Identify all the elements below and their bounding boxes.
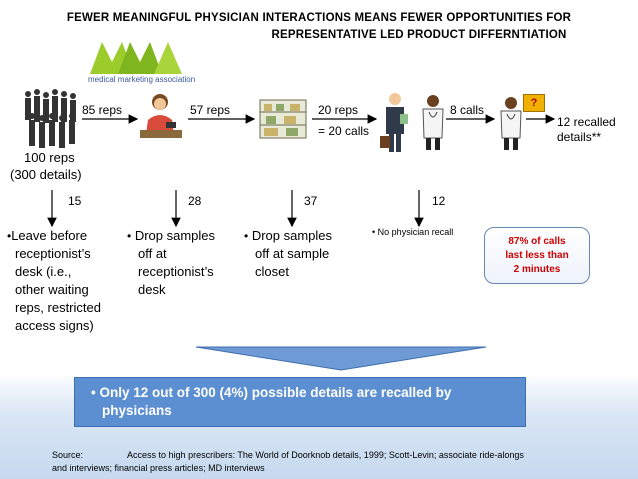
callout-line-3: 2 minutes [513, 264, 561, 275]
start-label: 100 reps [24, 150, 75, 165]
b2-line-3: receptionist’s [138, 264, 214, 279]
step-1-label: 85 reps [82, 103, 123, 117]
callout-line-2: last less than [505, 250, 569, 261]
b1-line-5: reps, restricted [15, 300, 101, 315]
drop-2-count: 28 [188, 194, 202, 208]
call-duration-callout [484, 227, 590, 284]
source-text: Access to high prescribers: The World of Doorknob details, 1999; Scott-Levin; associate ride-alongs [127, 450, 524, 460]
b1-line-2: receptionist’s [15, 246, 91, 261]
b2-line-2: off at [138, 246, 167, 261]
step-2-label: 57 reps [190, 103, 231, 117]
step-4-label: 8 calls [450, 103, 485, 117]
b3-line-3: closet [255, 264, 289, 279]
source-label: Source: [52, 450, 84, 460]
end-label-2: details** [557, 130, 602, 144]
drop-4-count: 12 [432, 194, 446, 208]
bullet-drop-closet: • Drop samples off at sample closet [244, 227, 364, 281]
summary-line-1: Only 12 out of 300 (4%) possible details are recalled by [99, 385, 452, 400]
b1-line-6: access signs) [15, 318, 94, 333]
step-3-sub-label: = 20 calls [318, 124, 370, 138]
summary-line-2: physicians [102, 403, 172, 418]
b4-text: No physician recall [377, 227, 454, 237]
bullet-drop-receptionist: • Drop samples off at receptionist’s desk [127, 227, 242, 299]
drop-3-count: 37 [304, 194, 318, 208]
b2-line-4: desk [138, 282, 166, 297]
drop-1-count: 15 [68, 194, 82, 208]
funnel-triangle [196, 347, 486, 370]
bullet-no-recall: • No physician recall [372, 227, 454, 237]
title-line-1: FEWER MEANINGFUL PHYSICIAN INTERACTIONS MEANS FEWER OPPORTUNITIES FOR [66, 12, 572, 24]
b1-line-3: desk (i.e., [15, 264, 72, 279]
start-sub-label: (300 details) [10, 167, 82, 182]
step-3-label: 20 reps [318, 103, 359, 117]
b1-line-4: other waiting [15, 282, 89, 297]
source-text-2: and interviews; financial press articles; MD interviews [52, 463, 265, 473]
title-line-2: REPRESENTATIVE LED PRODUCT DIFFERNTIATION [271, 29, 567, 41]
b3-line-2: off at sample [255, 246, 330, 261]
b2-line-1: Drop samples [134, 228, 216, 243]
logo-subtitle: medical marketing association [88, 75, 196, 84]
summary-box: • Only 12 out of 300 (4%) possible details are recalled by physicians [74, 377, 526, 427]
callout-line-1: 87% of calls [508, 236, 566, 247]
source-note [52, 449, 612, 475]
end-label-1: 12 recalled [557, 115, 616, 129]
b1-line-1: Leave before [11, 228, 88, 243]
bullet-leave-before: •Leave before receptionist’s desk (i.e., other waiting reps, restricted access signs) [7, 227, 125, 335]
b3-line-1: Drop samples [251, 228, 333, 243]
question-mark-badge: ? [523, 94, 545, 112]
